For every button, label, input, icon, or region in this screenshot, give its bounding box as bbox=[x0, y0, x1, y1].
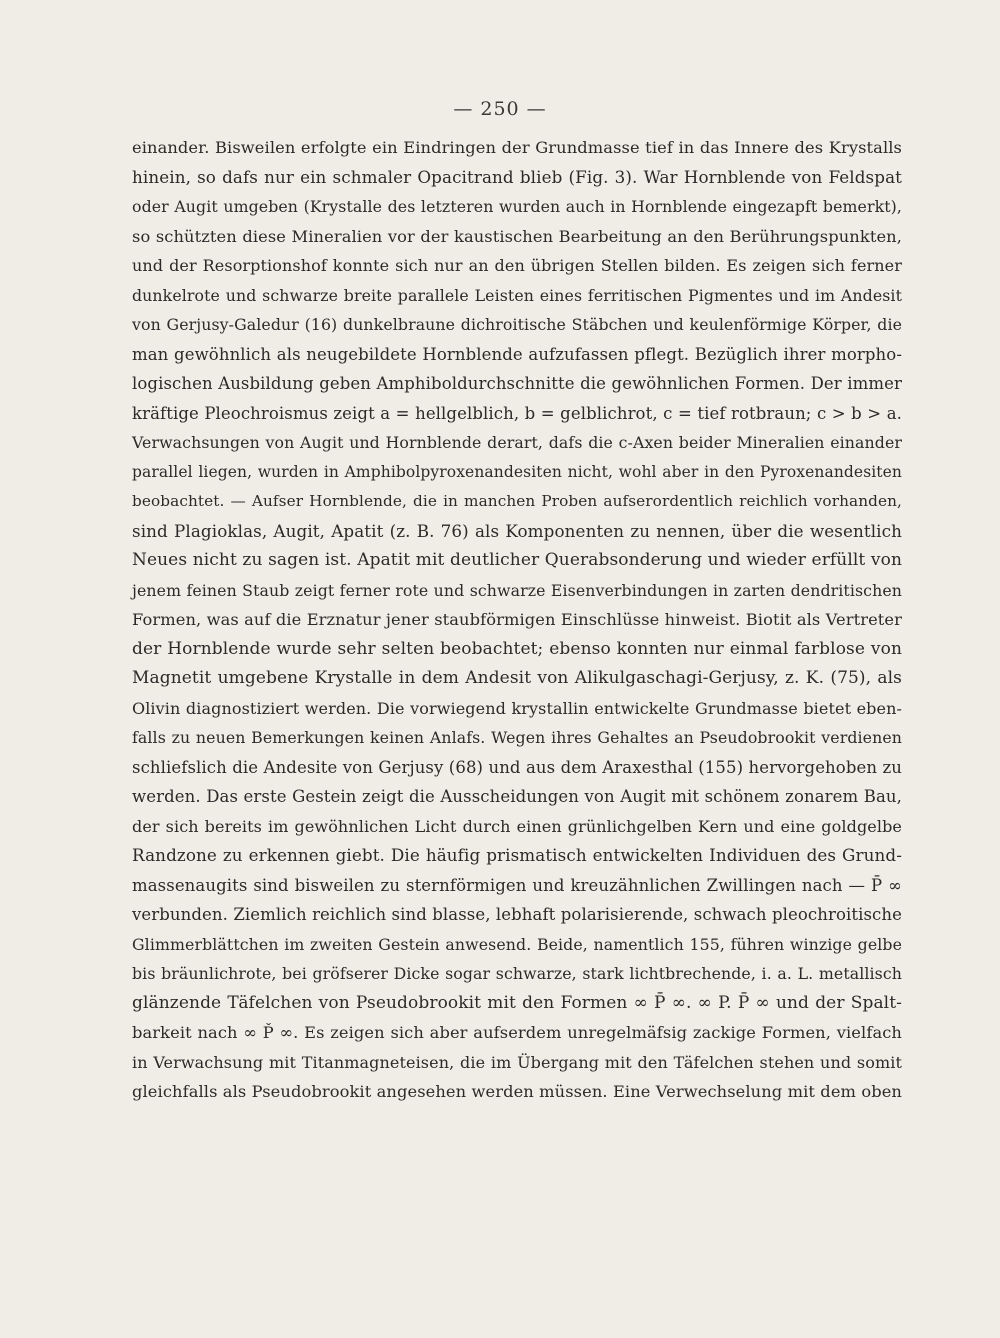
text-line: Glimmerblättchen im zweiten Gestein anwesend. Beide, namentlich 155, führen winzige gelbe bbox=[132, 934, 902, 954]
body-text bbox=[132, 133, 902, 1107]
text-line: oder Augit umgeben (Krystalle des letzteren wurden auch in Hornblende eingezapft bemerkt), bbox=[132, 197, 902, 216]
text-line: einander. Bisweilen erfolgte ein Eindringen der Grundmasse tief in das Innere des Krystalls bbox=[132, 138, 902, 157]
text-line: dunkelrote und schwarze breite parallele Leisten eines ferritischen Pigmentes und im Andesit bbox=[132, 285, 902, 305]
text-line: hinein, so dafs nur ein schmaler Opacitrand blieb (Fig. 3). War Hornblende von Feldspat bbox=[132, 166, 902, 187]
text-line: man gewöhnlich als neugebildete Hornblende aufzufassen pflegt. Bezüglich ihrer morpho- bbox=[132, 344, 902, 364]
text-line: jenem feinen Staub zeigt ferner rote und schwarze Eisenverbindungen in zarten dendritischen bbox=[132, 580, 902, 600]
text-line: und der Resorptionshof konnte sich nur an den übrigen Stellen bilden. Es zeigen sich ferner bbox=[132, 256, 902, 275]
text-line: gleichfalls als Pseudobrookit angesehen werden müssen. Eine Verwechselung mit dem oben bbox=[132, 1082, 902, 1101]
text-line: werden. Das erste Gestein zeigt die Ausscheidungen von Augit mit schönem zonarem Bau, bbox=[132, 787, 902, 806]
text-line: der Hornblende wurde sehr selten beobachtet; ebenso konnten nur einmal farblose von bbox=[132, 638, 902, 659]
text-line: Randzone zu erkennen giebt. Die häufig prismatisch entwickelten Individuen des Grund- bbox=[132, 845, 902, 865]
text-line: falls zu neuen Bemerkungen keinen Anlafs. Wegen ihres Gehaltes an Pseudobrookit verdienen bbox=[132, 728, 902, 747]
text-line: Neues nicht zu sagen ist. Apatit mit deutlicher Querabsonderung und wieder erfüllt von bbox=[132, 550, 902, 570]
text-line: bis bräunlichrote, bei gröfserer Dicke sogar schwarze, stark lichtbrechende, i. a. L. metallisch bbox=[132, 964, 902, 983]
text-line: barkeit nach ∞ P̌ ∞. Es zeigen sich aber aufserdem unregelmäfsig zackige Formen, vielfach bbox=[132, 1023, 902, 1042]
text-line: der sich bereits im gewöhnlichen Licht durch einen grünlichgelben Kern und eine goldgelbe bbox=[132, 816, 902, 836]
text-line: in Verwachsung mit Titanmagneteisen, die im Übergang mit den Täfelchen stehen und somit bbox=[132, 1052, 902, 1072]
text-line: parallel liegen, wurden in Amphibolpyroxenandesiten nicht, wohl aber in den Pyroxenandesiten bbox=[132, 462, 902, 481]
text-line: Magnetit umgebene Krystalle in dem Andesit von Alikulgaschagi-Gerjusy, z. K. (75), als bbox=[132, 668, 902, 688]
text-line: so schützten diese Mineralien vor der kaustischen Bearbeitung an den Berührungspunkten, bbox=[132, 226, 902, 246]
text-line: von Gerjusy-Galedur (16) dunkelbraune dichroitische Stäbchen und keulenförmige Körper, die bbox=[132, 315, 902, 334]
text-line: glänzende Täfelchen von Pseudobrookit mit den Formen ∞ P̄ ∞. ∞ P. P̄ ∞ und der Spalt- bbox=[132, 992, 902, 1013]
text-line: logischen Ausbildung geben Amphiboldurchschnitte die gewöhnlichen Formen. Der immer bbox=[132, 374, 902, 393]
text-line: Verwachsungen von Augit und Hornblende derart, dafs die c-Axen beider Mineralien einander bbox=[132, 433, 902, 452]
text-line: beobachtet. — Aufser Hornblende, die in manchen Proben aufserordentlich reichlich vorhanden, bbox=[132, 492, 902, 510]
text-line: Formen, was auf die Erznatur jener staubförmigen Einschlüsse hinweist. Biotit als Vertreter bbox=[132, 610, 902, 629]
text-line: Olivin diagnostiziert werden. Die vorwiegend krystallin entwickelte Grundmasse bietet eben- bbox=[132, 698, 902, 718]
text-line: verbunden. Ziemlich reichlich sind blasse, lebhaft polarisierende, schwach pleochroitische bbox=[132, 905, 902, 924]
text-line: sind Plagioklas, Augit, Apatit (z. B. 76) als Komponenten zu nennen, über die wesentlich bbox=[132, 520, 902, 541]
page-number: — 250 — bbox=[453, 98, 547, 120]
text-line: massenaugits sind bisweilen zu sternförmigen und kreuzähnlichen Zwillingen nach — P̄ ∞ bbox=[132, 875, 902, 895]
text-line: kräftige Pleochroismus zeigt a = hellgelblich, b = gelblichrot, c = tief rotbraun; c > b > a. bbox=[132, 403, 902, 423]
text-line: schliefslich die Andesite von Gerjusy (68) und aus dem Araxesthal (155) hervorgehoben zu bbox=[132, 757, 902, 777]
